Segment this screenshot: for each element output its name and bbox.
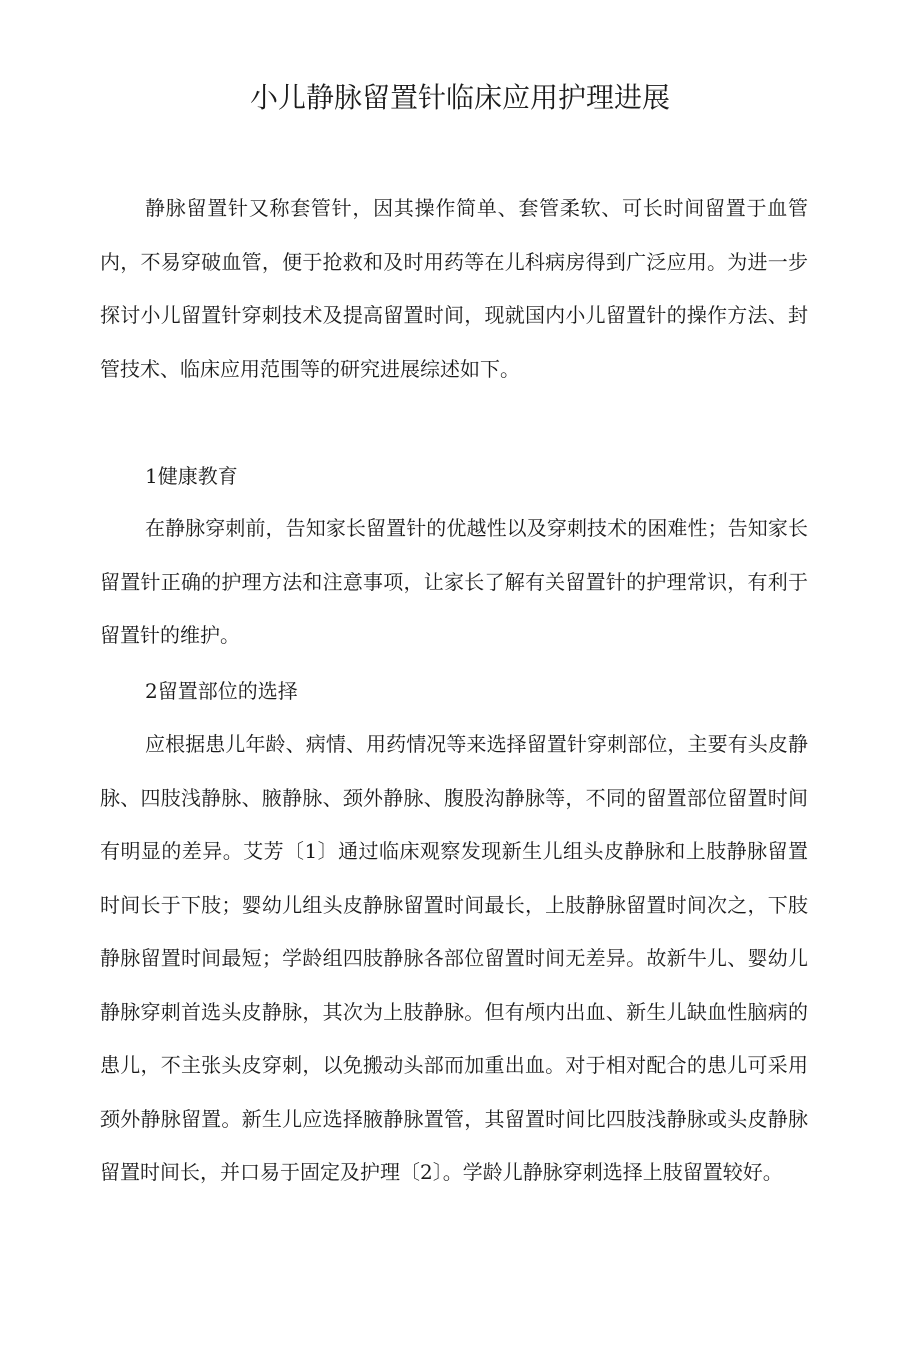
section-heading-health-education: 1健康教育 bbox=[145, 464, 238, 488]
section-body-health-education: 在静脉穿刺前，告知家长留置针的优越性以及穿刺技术的困难性；告知家长留置针正确的护理方法和注意事项，让家长了解有关留置针的护理常识，有利于留置针的维护。 bbox=[100, 516, 808, 647]
document-title: 小儿静脉留置针临床应用护理进展 bbox=[249, 81, 670, 114]
intro-paragraph: 静脉留置针又称套管针，因其操作简单、套管柔软、可长时间留置于血管内，不易穿破血管，便于抢救和及时用药等在儿科病房得到广泛应用。为进一步探讨小儿留置针穿刺技术及提高留置时间，现就国内小儿留置针的操作方法、封管技术、临床应用范围等的研究进展综述如下。 bbox=[100, 196, 808, 381]
section-body-site-selection: 应根据患儿年龄、病情、用药情况等来选择留置针穿刺部位，主要有头皮静脉、四肢浅静脉、腋静脉、颈外静脉、腹股沟静脉等，不同的留置部位留置时间有明显的差异。艾芳〔1〕通过临床观察发现新生儿组头皮静脉和上肢静脉留置时间长于下肢；婴幼儿组头皮静脉留置时间最长，上肢静脉留置时间次之，下肢静脉留置时间最短；学龄组四肢静脉各部位留置时间无差异。故新牛儿、婴幼儿静脉穿刺首选头皮静脉，其次为上肢静脉。但有颅内出血、新生儿缺血性脑病的患儿，不主张头皮穿刺，以免搬动头部而加重出血。对于相对配合的患儿可采用颈外静脉留置。新生儿应选择腋静脉置管，其留置时间比四肢浅静脉或头皮静脉留置时间长，并口易于固定及护理〔2〕。学龄儿静脉穿刺选择上肢留置较好。 bbox=[100, 732, 808, 1184]
section-heading-site-selection: 2留置部位的选择 bbox=[145, 679, 298, 703]
